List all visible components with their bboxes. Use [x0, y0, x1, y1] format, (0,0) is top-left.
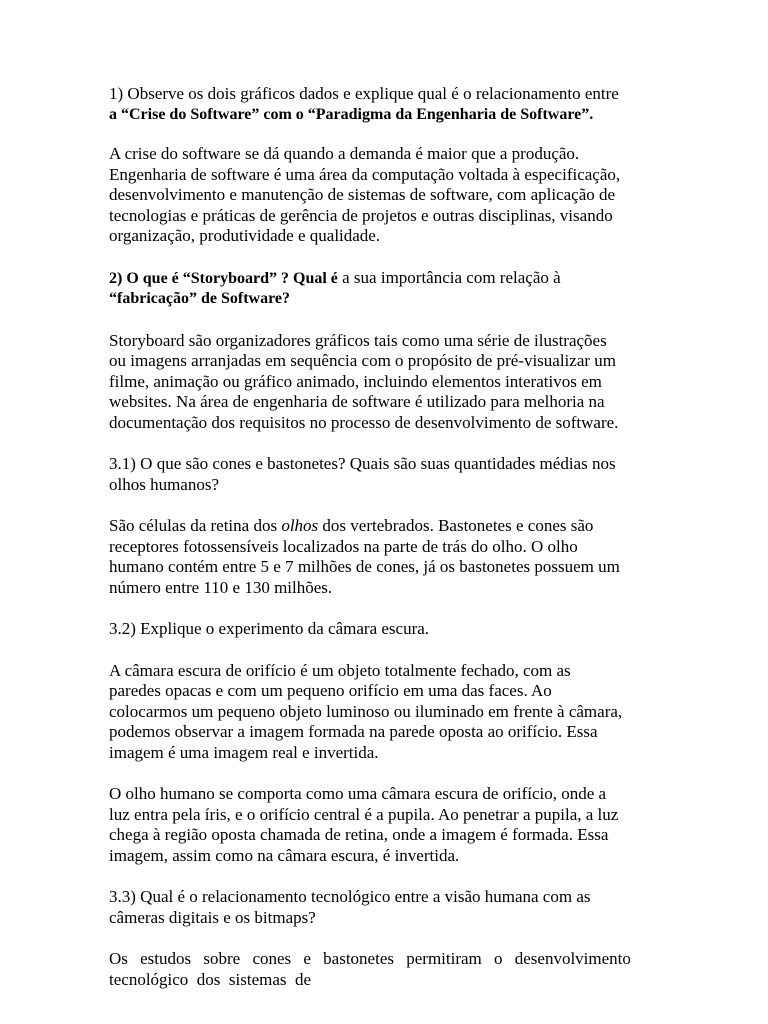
question-3-1-line-2: olhos humanos?	[109, 474, 220, 494]
answer-3-2a-line-2: paredes opacas e com um pequeno orifício em uma das faces. Ao	[109, 681, 552, 700]
answer-3-2-paragraph-2	[109, 784, 669, 866]
question-2	[109, 268, 669, 310]
answer-3-1	[109, 516, 669, 598]
answer-3-2a-line-5: imagem é uma imagem real e invertida.	[109, 742, 379, 762]
answer-3-3-word: o	[494, 949, 503, 968]
answer-2-line-2: ou imagens arranjadas em sequência com o propósito de pré-visualizar um	[109, 351, 616, 370]
answer-3-3-word: desenvolvimento	[514, 949, 631, 968]
question-2-line-2: “fabricação” de Software?	[109, 290, 290, 307]
answer-3-2b-line-3: chega à região oposta chamada de retina, onde a imagem é formada. Essa	[109, 825, 609, 844]
question-3-1	[109, 454, 669, 495]
answer-3-1-line-3: humano contém entre 5 e 7 milhões de cones, já os bastonetes possuem um	[109, 557, 620, 576]
answer-3-2a-line-3: colocarmos um pequeno objeto luminoso ou iluminado em frente à câmara,	[109, 701, 623, 721]
answer-3-2b-line-4: imagem, assim como na câmara escura, é invertida.	[109, 845, 460, 865]
answer-1-line-1: A crise do software se dá quando a demanda é maior que a produção.	[109, 144, 580, 163]
question-1-line-1: 1) Observe os dois gráficos dados e explique qual é o relacionamento entre	[109, 84, 619, 103]
answer-3-1-line-2: receptores fotossensíveis localizados na parte de trás do olho. O olho	[109, 536, 578, 556]
answer-1-line-2: Engenharia de software é uma área da computação voltada à especificação,	[109, 164, 621, 184]
answer-3-1-line-4: número entre 110 e 130 milhões.	[109, 577, 333, 597]
answer-3-1-text-b: dos vertebrados. Bastonetes e cones são	[318, 516, 594, 535]
question-3-1-line-1: 3.1) O que são cones e bastonetes? Quais são suas quantidades médias nos	[109, 454, 616, 473]
answer-3-2a-line-1: A câmara escura de orifício é um objeto totalmente fechado, com as	[109, 660, 571, 680]
question-2-line-1-bold: 2) O que é “Storyboard” ? Qual é	[109, 269, 338, 287]
answer-3-2b-line-1: O olho humano se comporta como uma câmara escura de orifício, onde a	[109, 784, 607, 803]
question-3-3-line-2: câmeras digitais e os bitmaps?	[109, 907, 316, 927]
question-3-3-line-1: 3.3) Qual é o relacionamento tecnológico entre a visão humana com as	[109, 887, 591, 906]
question-3-2-line-1: 3.2) Explique o experimento da câmara escura.	[109, 619, 430, 638]
answer-3-2-paragraph-1	[109, 661, 669, 764]
answer-3-3-line-2: tecnológico dos sistemas de	[109, 969, 312, 989]
answer-2-line-1: Storyboard são organizadores gráficos tais como uma série de ilustrações	[109, 330, 607, 350]
answer-2-line-5: documentação dos requisitos no processo de desenvolvimento de software.	[109, 412, 619, 432]
answer-3-3-word: permitiram	[406, 949, 482, 968]
answer-1-line-3: desenvolvimento e manutenção de sistemas de software, com aplicação de	[109, 185, 616, 204]
answer-2-line-4: websites. Na área de engenharia de software é utilizado para melhoria na	[109, 392, 605, 411]
answer-1	[109, 144, 669, 247]
answer-3-3-line-1	[109, 949, 631, 970]
answer-3-1-line-1	[109, 516, 669, 537]
question-1	[109, 84, 669, 125]
answer-1-line-4: tecnologias e práticas de gerência de projetos e outras disciplinas, visando	[109, 205, 613, 225]
question-2-line-1	[109, 268, 669, 290]
answer-3-3	[109, 949, 669, 990]
answer-1-line-5: organização, produtividade e qualidade.	[109, 226, 381, 245]
answer-3-3-word: bastonetes	[323, 949, 394, 968]
answer-3-3-word: cones	[252, 949, 292, 968]
answer-2	[109, 331, 669, 434]
answer-3-2a-line-4: podemos observar a imagem formada na parede oposta ao orifício. Essa	[109, 722, 598, 741]
answer-3-3-word: estudos	[140, 949, 192, 968]
document-page	[109, 84, 669, 1011]
answer-3-1-italic-olhos: olhos	[281, 516, 319, 535]
answer-3-2b-line-2: luz entra pela íris, e o orifício central é a pupila. Ao penetrar a pupila, a luz	[109, 804, 619, 824]
question-1-line-2: a “Crise do Software” com o “Paradigma da Engenharia de Software”.	[109, 105, 594, 123]
answer-3-3-word: Os	[109, 949, 128, 968]
answer-3-3-word: e	[303, 949, 311, 968]
answer-2-line-3: filme, animação ou gráfico animado, incluindo elementos interativos em	[109, 371, 602, 391]
question-3-2	[109, 619, 669, 640]
answer-3-3-word: sobre	[203, 949, 241, 968]
question-2-line-1-normal: a sua importância com relação à	[337, 267, 561, 287]
question-3-3	[109, 887, 669, 928]
answer-3-1-text-a: São células da retina dos	[109, 516, 282, 535]
